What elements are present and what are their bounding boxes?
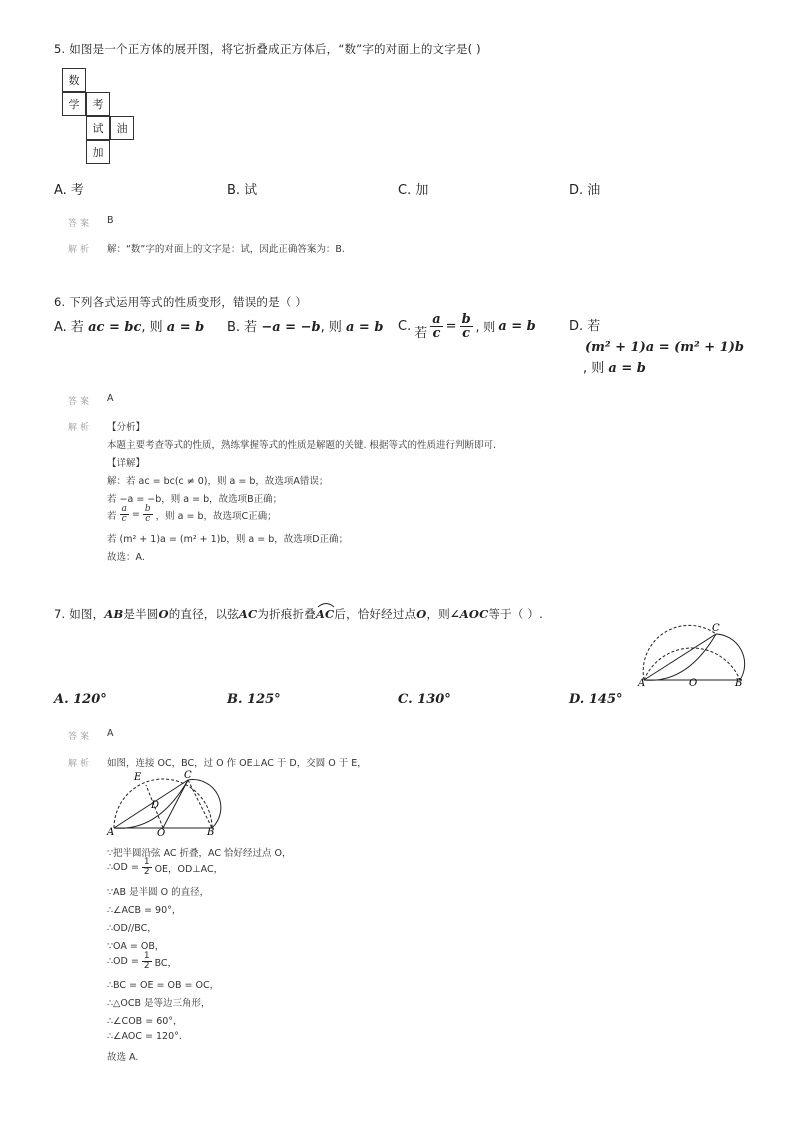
q5-answer-label: 答案 [68,219,93,229]
line-text: ∴OD = [107,956,139,967]
q6-b-expr: −a = −b [261,320,321,335]
semicircle-fold-figure [632,620,752,688]
line-text: ，则 a = b，故选项C正确； [155,510,277,522]
q6-answer-label: 答案 [68,397,93,407]
fraction-numerator: b [461,312,471,327]
fraction-numerator: 1 [143,857,150,867]
q7-answer-label: 答案 [68,732,93,742]
title-arc-ac [316,607,334,621]
q6-analysis-line-3: 【详解】 [107,458,146,469]
q6-analysis-line-5: 若 −a = −b，则 a = b，故选项B正确； [107,494,283,505]
fig-label-o: O [689,678,698,688]
title-text: 的直径，以弦 [168,607,239,621]
q7-answer: A [107,728,114,739]
q7-analysis-line-13: 故选 A. [107,1052,139,1063]
title-math: ∠AOC [449,607,489,621]
q6-analysis-line-8: 故选：A. [107,552,145,563]
line-text: OE，OD⊥AC， [154,863,224,875]
q7-analysis-line-1: 如图，连接 OC，BC，过 O 作 OE⊥AC 于 D，交圆 O 于 E， [107,758,367,769]
q7-analysis-line-4: ∵AB 是半圆 O 的直径， [107,887,210,898]
q6-option-a[interactable] [54,316,204,335]
q7-analysis-line-5: ∴∠ACB = 90°， [107,905,182,916]
q5-analysis: 解：“数”字的对面上的文字是：试，因此正确答案为：B. [107,244,345,255]
q6-b-result: a = b [345,320,384,335]
q7-option-c[interactable]: C. 130° [398,692,451,707]
fraction-numerator: a [432,312,441,327]
q7-option-b[interactable]: B. 125° [227,692,281,707]
arc-icon [317,602,335,608]
fig2-label-e: E [134,772,142,783]
q5-analysis-label: 解析 [68,245,93,255]
q6-option-b[interactable] [227,316,383,335]
q6-option-d[interactable] [569,316,779,379]
fraction-denominator: c [121,514,127,524]
q5-option-b[interactable]: B. 试 [227,183,258,198]
fig2-label-a: A [107,827,115,838]
q6-analysis-line-4: 解：若 ac = bc(c ≠ 0)，则 a = b，故选项A错误； [107,476,329,487]
fig2-label-o: O [157,828,166,838]
q6-c-if: 若 [414,326,428,341]
q6-a-expr: ac = bc [88,320,142,335]
title-text: ，则 [426,607,450,621]
title-math: O [158,607,169,621]
q7-analysis-line-10: ∴△OCB 是等边三角形， [107,998,211,1009]
q6-c-equals: = [445,319,457,334]
net-cell-shi: 试 [86,116,110,140]
fraction [143,505,153,524]
q6-d-expr: (m² + 1)a = (m² + 1)b [585,340,744,355]
line-text: BC， [154,957,178,969]
q7-analysis-line-8 [107,952,177,971]
q6-analysis-line-1: 【分析】 [107,422,146,433]
fig2-label-b: B [207,827,215,838]
cube-net [62,68,142,172]
fraction-denominator: c [462,326,471,341]
q5-answer: B [107,215,114,226]
q6-analysis-line-2: 本题主要考查等式的性质，熟练掌握等式的性质是解题的关键. 根据等式的性质进行判断即可. [107,440,497,451]
q7-analysis-line-6: ∴OD//BC， [107,923,157,934]
net-cell-xue: 学 [62,92,86,116]
fraction-denominator: c [145,514,151,524]
net-cell-jia: 加 [86,140,110,164]
title-text: 等于（ ）. [488,607,543,621]
q6-b-prefix: B. 若 [227,320,258,335]
title-math: AC [238,607,258,621]
title-math: O [416,607,427,621]
q6-a-result: a = b [166,320,205,335]
q6-c-result: a = b [498,319,536,334]
q7-analysis-line-9: ∴BC = OE = OB = OC， [107,980,220,991]
q6-d-result: a = b [608,361,646,376]
q7-option-a[interactable]: A. 120° [54,692,107,707]
q6-c-mid: , 则 [475,320,496,334]
title-text: 是半圆 [123,607,159,621]
q6-answer: A [107,393,114,404]
q5-option-c[interactable]: C. 加 [398,183,429,198]
question-6-title: 6. 下列各式运用等式的性质变形，错误的是（ ） [54,295,308,309]
title-text: 7. 如图， [54,607,105,621]
q6-analysis-line-7: 若 (m² + 1)a = (m² + 1)b，则 a = b，故选项D正确； [107,534,349,545]
q5-option-d[interactable]: D. 油 [569,183,601,198]
fraction-numerator: 1 [143,951,150,961]
analysis-figure [104,768,222,838]
line-text: ∴OD = [107,862,139,873]
q6-c-fraction-1 [430,313,442,340]
q6-a-prefix: A. 若 [54,320,84,335]
line-text: 若 [107,510,117,522]
q6-d-prefix: D. 若 [569,319,601,334]
fraction-denominator: c [432,326,441,341]
fig-label-a: A [638,678,646,688]
q5-option-a[interactable]: A. 考 [54,183,84,198]
q6-c-fraction-2 [460,313,473,340]
q6-a-mid: , 则 [141,320,163,335]
fraction-numerator: b [144,504,151,514]
question-5-title: 5. 如图是一个正方体的展开图，将它折叠成正方体后，“数”字的对面上的文字是( ) [54,42,481,56]
q7-analysis-line-3 [107,858,223,877]
q6-option-c[interactable] [398,312,536,341]
net-cell-you: 油 [110,116,134,140]
q7-analysis-line-7: ∵OA = OB， [107,941,165,952]
fraction [142,858,152,877]
net-cell-shu: 数 [62,68,86,92]
question-7-title [54,606,543,622]
q7-analysis-label: 解析 [68,759,93,769]
fig2-label-d: D [151,800,160,811]
title-math: AB [104,607,124,621]
q6-analysis-line-6 [107,505,277,524]
fig-label-c: C [712,623,720,634]
fraction [120,505,129,524]
title-math: AC [315,607,335,621]
fraction-denominator: 2 [143,867,150,877]
q6-b-mid: , 则 [320,320,342,335]
fig2-label-c: C [184,770,192,781]
title-text: 为折痕折叠 [257,607,316,621]
q7-analysis-line-11: ∴∠COB = 60°， [107,1016,183,1027]
title-text: 后，恰好经过点 [334,607,417,621]
fraction-denominator: 2 [143,961,150,971]
q6-analysis-label: 解析 [68,423,93,433]
net-cell-kao: 考 [86,92,110,116]
q7-analysis-line-2: ∵把半圆沿弦 AC 折叠，AC 恰好经过点 O， [107,848,292,859]
q7-option-d[interactable]: D. 145° [569,692,623,707]
q7-analysis-line-12: ∴∠AOC = 120°. [107,1031,182,1042]
fraction [142,952,152,971]
q6-d-mid: , 则 [583,361,605,376]
fig-label-b: B [735,678,743,688]
fraction-numerator: a [121,504,127,514]
q6-c-prefix: C. [398,319,412,334]
equals-sign: = [131,509,140,520]
